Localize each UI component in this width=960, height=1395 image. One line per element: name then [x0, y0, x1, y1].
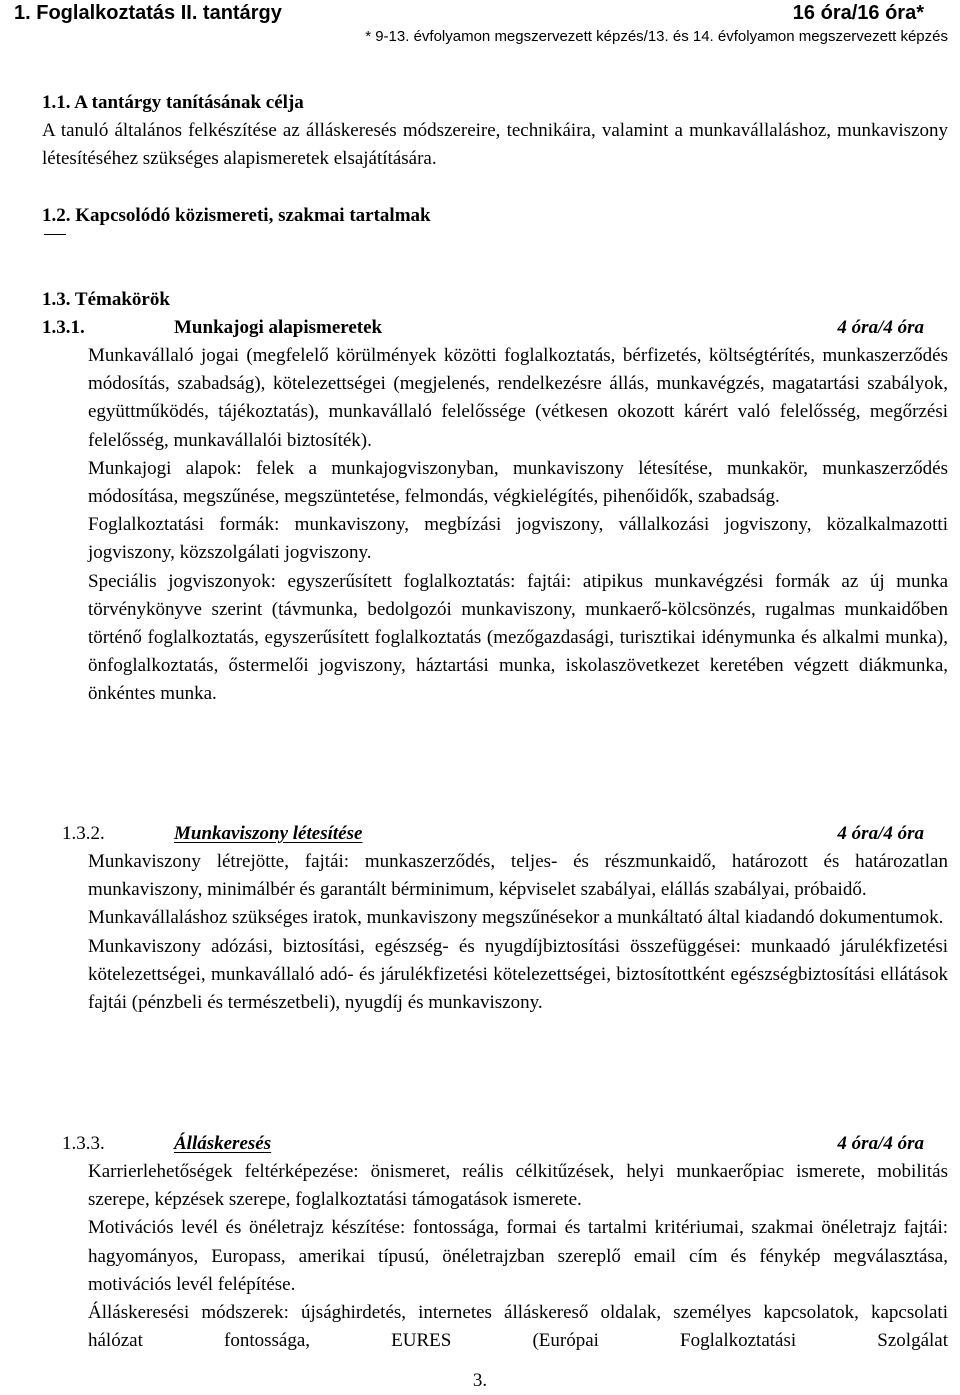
section-topics-title: 1.3. Témakörök	[42, 289, 170, 310]
topic-3-header	[62, 1130, 924, 1158]
topic-1-paragraph: Munkavállaló jogai (megfelelő körülmények közötti foglalkoztatás, bérfizetés, költségtérítés, munkaszerződés módosítás, szabadság), kötelezettségei (megjelenés, rendelkezésre állás, munkavégzés, magatartási szabályok, együttműködés, tájékoztatás), munkavállaló felelőssége (vétkesen okozott kárért való felelősség, megőrzési felelősség, munkavállalói biztosíték).	[88, 345, 948, 451]
topic-1-title: Munkajogi alapismeretek	[174, 317, 383, 338]
section-related-title: 1.2. Kapcsolódó közismereti, szakmai tartalmak	[42, 205, 431, 226]
topic-1-paragraph: Foglalkoztatási formák: munkaviszony, megbízási jogviszony, vállalkozási jogviszony, közalkalmazotti jogviszony, közszolgálati jogviszony.	[88, 514, 948, 564]
topic-2-hours: 4 óra/4 óra	[837, 823, 924, 844]
empty-content-dash	[44, 234, 66, 235]
chapter-title: 1. Foglalkoztatás II. tantárgy	[14, 2, 282, 24]
section-topics	[42, 286, 948, 314]
topic-1-body	[88, 342, 948, 709]
topic-3-paragraph: Álláskeresési módszerek: újsághirdetés, internetes álláskereső oldalak, személyes kapcsolatok, kapcsolati hálózat fontossága, EURES (Európai Foglalkoztatási Szolgálat	[88, 1302, 948, 1352]
topic-1-number: 1.3.1.	[42, 317, 85, 338]
section-goal-title: 1.1. A tantárgy tanításának célja	[42, 92, 304, 113]
topic-2-paragraph: Munkaviszony adózási, biztosítási, egészség- és nyugdíjbiztosítási összefüggései: munkaadó járulékfizetési kötelezettségei, munkavállaló adó- és járulékfizetési kötelezettségei, biztosítottként egészségbiztosítási ellátások fajtái (pénzbeli és természetbeli), nyugdíj és munkaviszony.	[88, 935, 948, 1014]
topic-3-paragraph: Karrierlehetőségek feltérképezése: önismeret, reális célkitűzések, helyi munkaerőpiac ismerete, mobilitás szerepe, képzések szerepe, foglalkoztatási támogatások ismerete.	[88, 1161, 948, 1211]
topic-3-number: 1.3.3.	[62, 1133, 105, 1154]
section-goal	[42, 89, 948, 173]
topic-1-paragraph: Munkajogi alapok: felek a munkajogviszonyban, munkaviszony létesítése, munkakör, munkaszerződés módosítása, megszűnése, megszüntetése, felmondás, végkielégítés, pihenőidők, szabadság.	[88, 457, 948, 508]
topic-3-hours: 4 óra/4 óra	[837, 1133, 924, 1154]
section-goal-text: A tanuló általános felkészítése az álláskeresés módszereire, technikáira, valamint a munkavállaláshoz, munkaviszony létesítéséhez szükséges alapismeretek elsajátítására.	[42, 120, 948, 170]
section-related	[42, 202, 948, 230]
topic-3-body	[88, 1158, 948, 1355]
topic-1-hours: 4 óra/4 óra	[837, 317, 924, 338]
topic-3-paragraph: Motivációs levél és önéletrajz készítése: fontossága, formai és tartalmi kritériumai, szakmai önéletrajz fajtái: hagyományos, Europass, amerikai típusú, önéletrajzban szereplő email cím és fénykép megválasztása, motivációs levél felépítése.	[88, 1217, 948, 1295]
topic-2-body	[88, 848, 948, 1017]
topic-1-header	[42, 314, 924, 342]
topic-2-header	[62, 820, 924, 848]
topic-3-title: Álláskeresés	[174, 1133, 272, 1154]
topic-2-paragraph: Munkavállaláshoz szükséges iratok, munkaviszony megszűnésekor a munkáltató által kiadandó dokumentumok.	[88, 907, 944, 929]
page-number: 3.	[472, 1370, 488, 1391]
topic-2-title: Munkaviszony létesítése	[174, 823, 363, 844]
topic-2-paragraph: Munkaviszony létrejötte, fajtái: munkaszerződés, teljes- és részmunkaidő, határozott és határozatlan munkaviszony, minimálbér és garantált bérminimum, képviselet szabályai, elállás szabályai, próbaidő.	[88, 851, 948, 901]
topic-2-number: 1.3.2.	[62, 823, 105, 844]
chapter-hours: 16 óra/16 óra*	[792, 2, 924, 24]
topic-1-paragraph: Speciális jogviszonyok: egyszerűsített foglalkoztatás: fajtái: atipikus munkavégzési formák az új munka törvénykönyve szerint (távmunka, bedolgozói munkaviszony, munkaerő-kölcsönzés, rugalmas munkaidőben történő foglalkoztatás, egyszerűsített foglalkoztatás (mezőgazdasági, turisztikai idénymunka és alkalmi munka), önfoglalkoztatás, őstermelői jogviszony, háztartási munka, iskolaszövetkezet keretében végzett diákmunka, önkéntes munka.	[88, 570, 948, 705]
chapter-footnote: * 9-13. évfolyamon megszervezett képzés/13. és 14. évfolyamon megszervezett képzés	[365, 28, 948, 45]
